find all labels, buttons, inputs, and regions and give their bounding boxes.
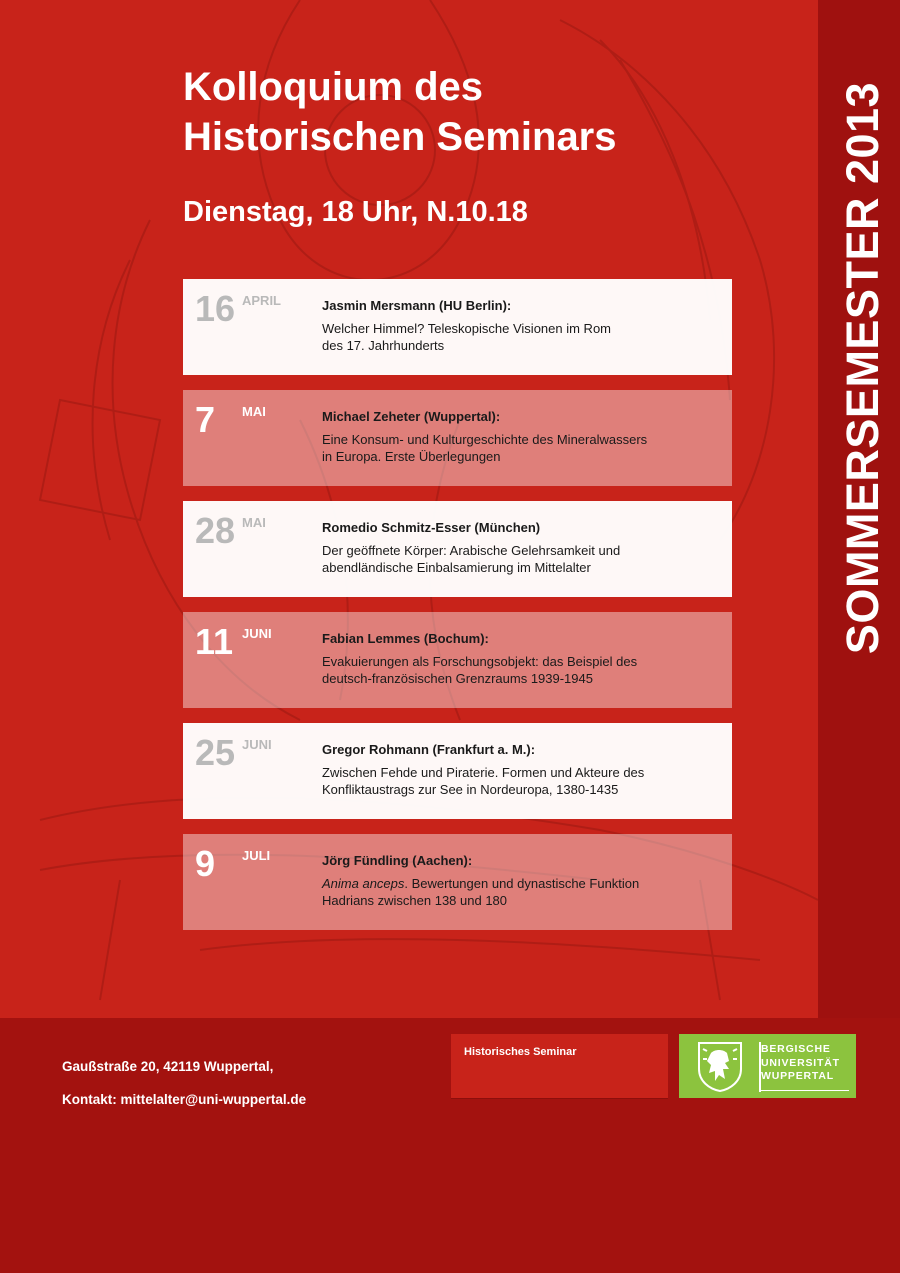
event-talk-line-2: des 17. Jahrhunderts [322,338,445,353]
logo-underline [761,1090,849,1091]
university-name [761,1043,840,1084]
event-speaker: Fabian Lemmes (Bochum): [322,631,489,646]
event-talk-line-1: Eine Konsum- und Kulturgeschichte des Mineralwassers [322,432,648,447]
event-speaker: Jörg Fündling (Aachen): [322,853,473,868]
event-info [322,742,722,798]
university-logo [679,1034,856,1098]
event-speaker: Gregor Rohmann (Frankfurt a. M.): [322,742,536,757]
event-item [183,390,732,486]
event-day: 7 [195,399,216,440]
event-day: 16 [195,288,236,329]
schedule-subtitle: Dienstag, 18 Uhr, N.10.18 [183,196,528,228]
event-list [183,279,732,945]
event-info [322,853,722,909]
event-talk-line-1: Evakuierungen als Forschungsobjekt: das Beispiel des [322,654,638,669]
contact-block [62,1050,306,1116]
event-month: APRIL [242,293,281,308]
contact-line: Kontakt: mittelalter@uni-wuppertal.de [62,1092,307,1107]
university-line-2: UNIVERSITÄT [761,1056,840,1069]
event-day: 25 [195,732,236,773]
event-item [183,279,732,375]
event-month: MAI [242,404,266,419]
event-item [183,723,732,819]
event-day: 9 [195,843,216,884]
event-speaker: Michael Zeheter (Wuppertal): [322,409,501,424]
event-talk-line-2: Hadrians zwischen 138 und 180 [322,893,508,908]
event-item [183,612,732,708]
event-talk-line-2: Konfliktaustrags zur See in Nordeuropa, 1380-1435 [322,782,619,797]
event-day: 28 [195,510,236,551]
event-talk-line-2: deutsch-französischen Grenzraums 1939-1945 [322,671,593,686]
university-line-3: WUPPERTAL [761,1070,834,1082]
semester-title: SOMMERSEMESTER 2013 [837,81,888,655]
event-info [322,298,722,354]
event-speaker: Jasmin Mersmann (HU Berlin): [322,298,512,313]
event-month: JULI [242,848,271,863]
event-talk-italic: Anima anceps [322,876,405,891]
university-line-1: BERGISCHE [761,1043,831,1055]
title-line-2: Historischen Seminars [183,115,617,159]
event-item [183,834,732,930]
page-title [183,62,617,162]
event-info [322,409,722,465]
event-talk-line-1 [322,875,722,892]
title-line-1: Kolloquium des [183,65,483,109]
event-month: JUNI [242,737,272,752]
seminar-label: Historisches Seminar [464,1046,577,1058]
event-speaker: Romedio Schmitz-Esser (München) [322,520,541,535]
event-info [322,520,722,576]
event-info [322,631,722,687]
event-talk-line-1: Welcher Himmel? Teleskopische Visionen im Rom [322,321,612,336]
event-month: JUNI [242,626,272,641]
event-month: MAI [242,515,266,530]
event-day: 11 [195,621,234,662]
event-talk-rest: . Bewertungen und dynastische Funktion [404,876,640,891]
event-talk-line-2: in Europa. Erste Überlegungen [322,449,501,464]
lion-crest-icon [693,1039,747,1093]
address-line: Gaußstraße 20, 42119 Wuppertal, [62,1059,274,1074]
event-talk-line-2: abendländische Einbalsamierung im Mittelalter [322,560,591,575]
event-item [183,501,732,597]
event-talk-line-1: Zwischen Fehde und Piraterie. Formen und Akteure des [322,765,645,780]
event-talk-line-1: Der geöffnete Körper: Arabische Gelehrsamkeit und [322,543,621,558]
seminar-logo-box [451,1034,668,1098]
